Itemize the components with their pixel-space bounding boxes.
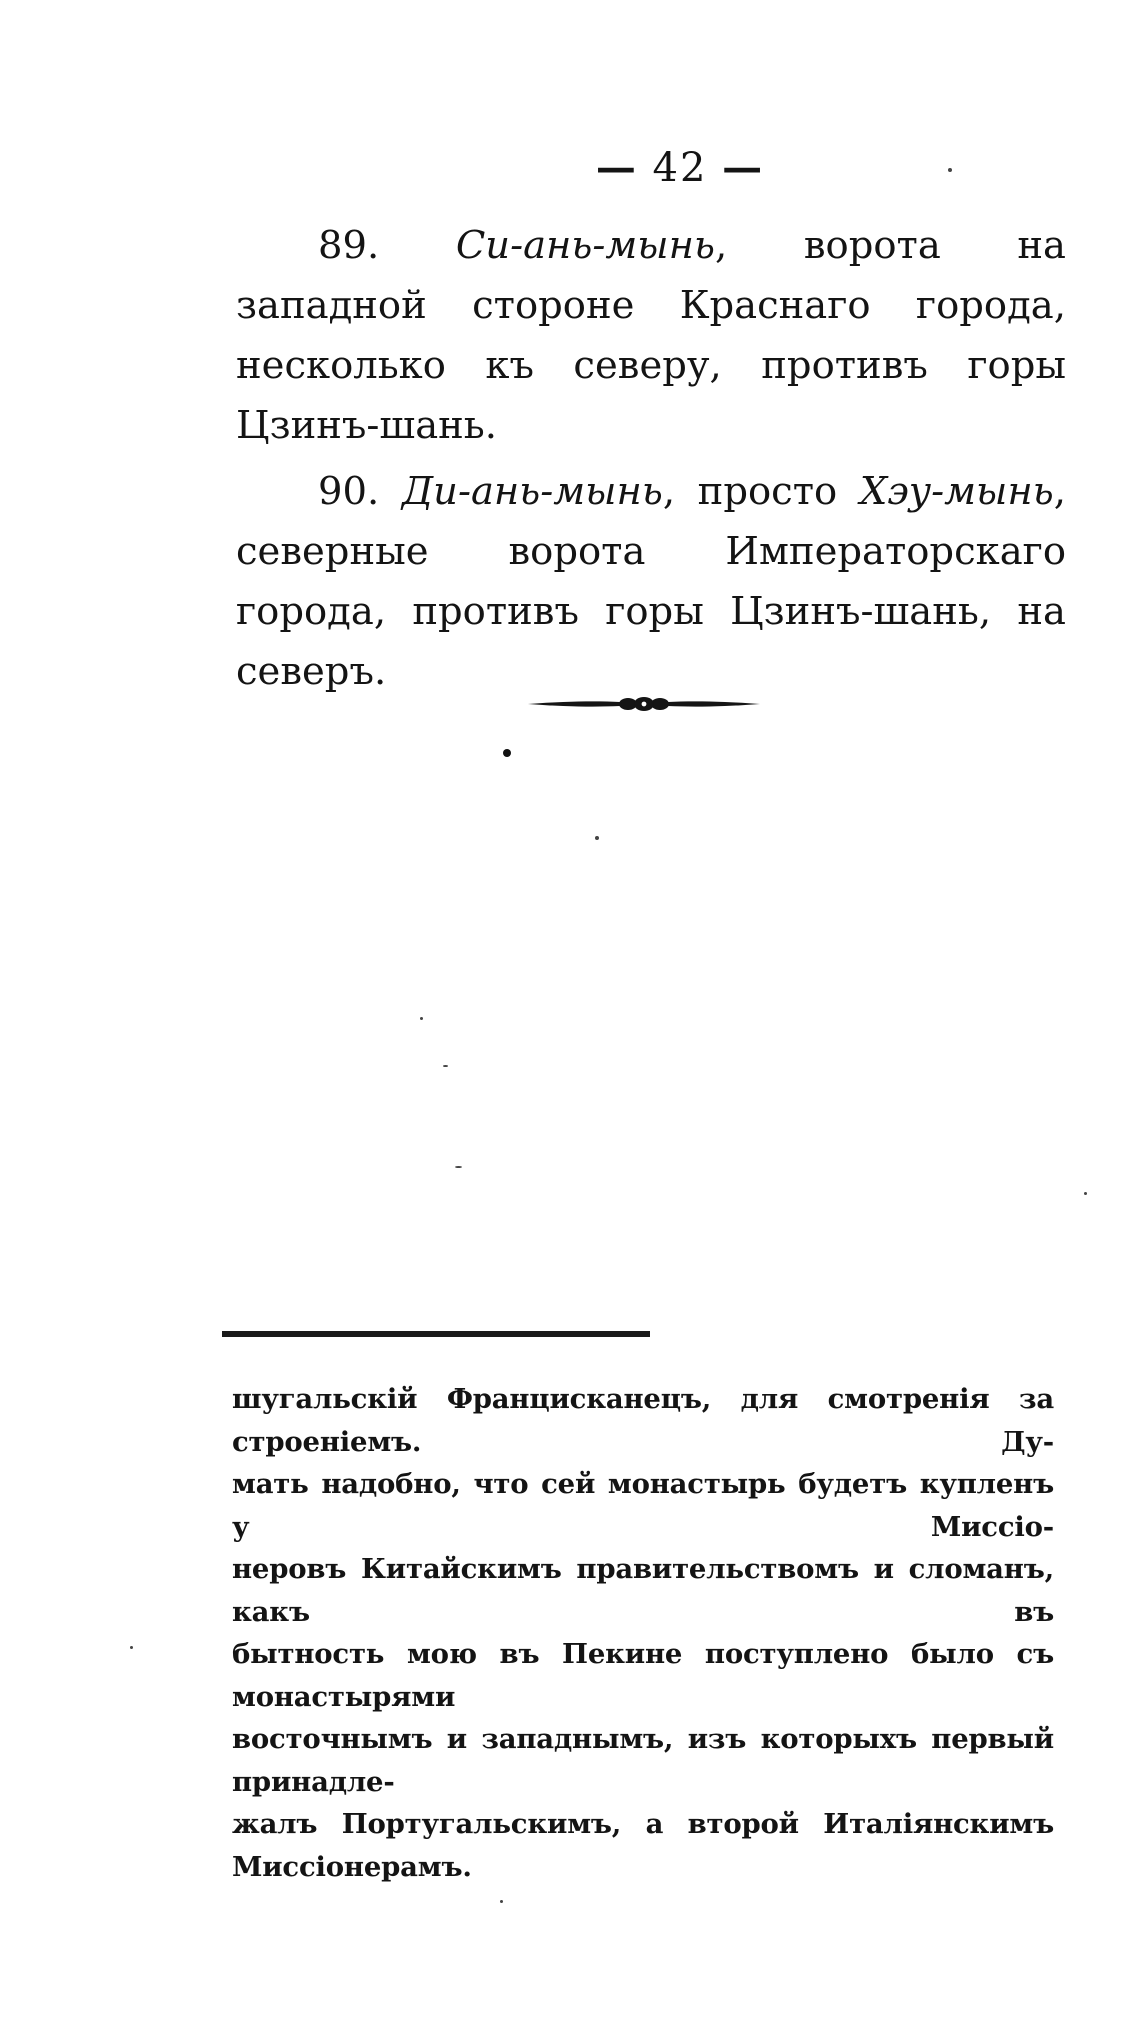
footnote-line: шугальскій Францисканецъ, для смотренія за строеніемъ. Ду- xyxy=(232,1383,1054,1458)
ink-speck xyxy=(500,1900,503,1903)
footnote-rule xyxy=(222,1331,650,1337)
footnote-line: мать надобно, что сей монастырь будетъ купленъ у Миссіо- xyxy=(232,1468,1054,1543)
footnote xyxy=(232,1378,1054,1888)
place-name: Си-ань-мынь xyxy=(455,223,715,268)
main-text xyxy=(236,216,1066,702)
entry-text: , северные ворота Императорскаго города, противъ горы Цзинъ-шань, на северъ. xyxy=(236,469,1066,694)
entry-90 xyxy=(236,462,1066,702)
ink-speck xyxy=(455,1166,462,1168)
page-number-dash-right: — xyxy=(722,144,765,191)
footnote-line: неровъ Китайскимъ правительствомъ и сломанъ, какъ въ xyxy=(232,1553,1054,1628)
page-number-dash-left: — xyxy=(595,144,638,191)
entry-89 xyxy=(236,216,1066,456)
footnote-line: жалъ Португальскимъ, а второй Италіянскимъ Миссіонерамъ. xyxy=(232,1808,1054,1883)
entry-text: , ворота на западной стороне Краснаго города, несколько къ северу, противъ горы Цзинъ-шань. xyxy=(236,223,1066,448)
entry-text-mid: , просто xyxy=(662,469,860,514)
entry-number: 89. xyxy=(318,223,380,268)
ink-speck xyxy=(595,836,599,840)
ink-speck xyxy=(948,168,952,172)
footnote-line: бытность мою въ Пекине поступлено было съ монастырями xyxy=(232,1638,1054,1713)
place-name-alt: Хэу-мынь xyxy=(859,469,1054,514)
ink-speck xyxy=(420,1017,423,1020)
ink-speck xyxy=(1084,1192,1087,1195)
ornament-divider xyxy=(528,692,760,716)
page-number xyxy=(580,144,780,191)
ink-speck xyxy=(130,1646,133,1649)
entry-number: 90. xyxy=(318,469,380,514)
place-name: Ди-ань-мынь xyxy=(401,469,663,514)
ink-speck xyxy=(443,1065,448,1067)
page-number-value: 42 xyxy=(652,145,708,191)
ink-speck xyxy=(503,749,511,757)
footnote-line: восточнымъ и западнымъ, изъ которыхъ первый принадле- xyxy=(232,1723,1054,1798)
